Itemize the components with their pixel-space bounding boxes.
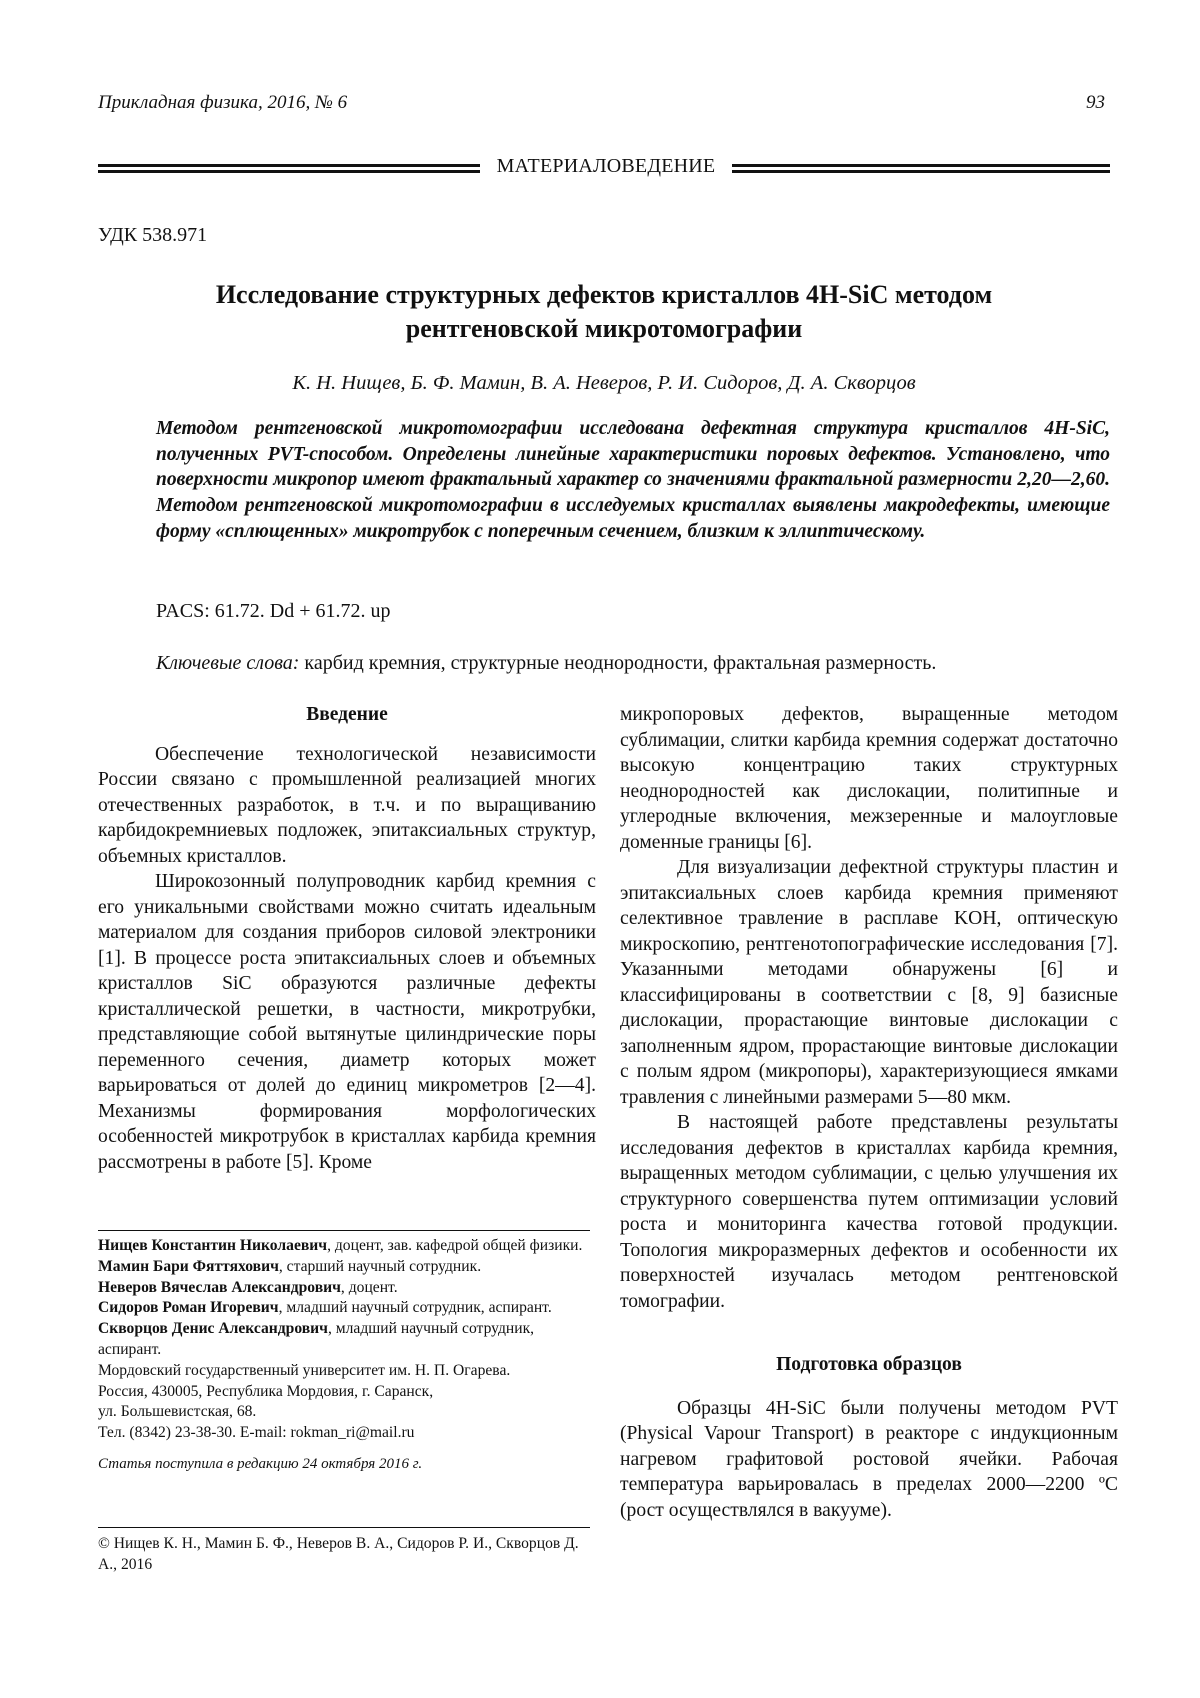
footnote-author-name: Сидоров Роман Игоревич bbox=[98, 1299, 279, 1317]
affiliation-line: Мордовский государственный университет им. Н. П. Огарева. bbox=[98, 1361, 511, 1379]
footnote-author bbox=[98, 1236, 590, 1257]
article-title bbox=[98, 278, 1110, 346]
section-heading-intro: Введение bbox=[306, 704, 388, 725]
paragraph: Для визуализации дефектной структуры пластин и эпитаксиальных слоев карбида кремния применяют селективное травление в расплаве KOH, оптическую микроскопию, рентгенотопографические исследования [7]. Указанными методами обнаружены [6] и классифицированы в соответствии с [8, 9] базисные дислокации, прорастающие винтовые дислокации с заполненным ядром, прорастающие винтовые дислокации с полым ядром (микропоры), характеризующиеся ямками травления с линейными размерами 5—80 мкм. bbox=[620, 857, 1118, 1108]
journal-running-head: Прикладная физика, 2016, № 6 bbox=[98, 92, 348, 113]
keywords bbox=[156, 652, 1110, 675]
article-title-line-2: рентгеновской микротомографии bbox=[405, 314, 803, 343]
footnote-rule bbox=[98, 1230, 590, 1231]
pacs-codes: PACS: 61.72. Dd + 61.72. up bbox=[156, 600, 391, 622]
abstract: Методом рентгеновской микротомографии исследована дефектная структура кристаллов 4H-SiC, полученных PVT-способом. Определены линейные характеристики поровых дефектов. Установлено, что поверхности микропор имеют фрактальный характер со значениями фрактальной размерности 2,20—2,60. Методом рентгеновской микротомографии в исследуемых кристаллах выявлены макродефекты, имеющие форму «сплющенных» микротрубок с поперечным сечением, близким к эллиптическому. bbox=[156, 418, 1110, 542]
author-list: К. Н. Нищев, Б. Ф. Мамин, В. А. Неверов, Р. И. Сидоров, Д. А. Скворцов bbox=[292, 372, 916, 394]
affiliation-line: Тел. (8342) 23-38-30. E-mail: rokman_ri@mail.ru bbox=[98, 1424, 415, 1442]
affiliation-line: ул. Большевистская, 68. bbox=[98, 1403, 257, 1421]
footnote-author-position: , старший научный сотрудник. bbox=[278, 1257, 482, 1275]
udk-code: УДК 538.971 bbox=[98, 224, 208, 246]
footnote-author-position: , младший научный сотрудник, аспирант. bbox=[98, 1320, 535, 1358]
article-title-line-1: Исследование структурных дефектов кристаллов 4H-SiC методом bbox=[215, 280, 993, 309]
footnote-author bbox=[98, 1257, 590, 1278]
page-number: 93 bbox=[1086, 92, 1105, 113]
footnote-author-name: Мамин Бари Фяттяхович bbox=[98, 1257, 279, 1275]
footnote-author bbox=[98, 1319, 590, 1361]
footnote-author-position: , доцент. bbox=[340, 1278, 398, 1296]
copyright-rule bbox=[98, 1527, 590, 1528]
section-heading-samples: Подготовка образцов bbox=[776, 1354, 962, 1375]
paragraph: Широкозонный полупроводник карбид кремния с его уникальными свойствами можно считать идеальным материалом для создания приборов силовой электроники [1]. В процессе роста эпитаксиальных слоев и объемных кристаллов SiC образуются различные дефекты кристаллической решетки, в частности, микротрубки, представляющие собой вытянутые цилиндрические поры переменного сечения, диаметр которых может варьироваться от долей до единиц микрометров [2—4]. Механизмы формирования морфологических особенностей микротрубок в кристаллах карбида кремния рассмотрены в работе [5]. Кроме bbox=[98, 871, 596, 1173]
footnote-author-name: Скворцов Денис Александрович bbox=[98, 1320, 328, 1338]
footnote-author-name: Нищев Константин Николаевич bbox=[98, 1237, 328, 1254]
section-label: МАТЕРИАЛОВЕДЕНИЕ bbox=[496, 155, 716, 177]
footnote-author-name: Неверов Вячеслав Александрович bbox=[98, 1278, 341, 1296]
section-rule-left bbox=[98, 164, 480, 173]
right-column bbox=[620, 702, 1118, 1523]
footnote-author-position: , младший научный сотрудник, аспирант. bbox=[278, 1299, 552, 1317]
received-date: Статья поступила в редакцию 24 октября 2016 г. bbox=[98, 1455, 423, 1472]
paragraph: Обеспечение технологической независимости России связано с промышленной реализацией многих отечественных разработок, в т.ч. и по выращиванию карбидокремниевых подложек, эпитаксиальных структур, объемных кристаллов. bbox=[98, 743, 596, 867]
paragraph: микропоровых дефектов, выращенные методом сублимации, слитки карбида кремния содержат достаточно высокую концентрацию таких структурных неоднородностей как дислокации, политипные и углеродные включения, межзеренные и малоугловые доменные границы [6]. bbox=[620, 704, 1118, 853]
footnote-author-position: , доцент, зав. кафедрой общей физики. bbox=[327, 1237, 583, 1254]
paragraph: Образцы 4H-SiC были получены методом PVT (Physical Vapour Transport) в реакторе с индукционным нагревом графитовой ростовой ячейки. Рабочая температура варьировалась в пределах 2000—2200 ºC (рост осуществлялся в вакууме). bbox=[620, 1397, 1118, 1521]
footnote-author bbox=[98, 1278, 590, 1299]
paragraph: В настоящей работе представлены результаты исследования дефектов в кристаллах карбида кремния, выращенных методом сублимации, с целью улучшения их структурного совершенства путем оптимизации условий роста и мониторинга качества готовой продукции. Топология микроразмерных дефектов и особенности их поверхностей изучалась методом рентгеновской томографии. bbox=[620, 1112, 1118, 1312]
author-footnotes bbox=[98, 1236, 590, 1475]
copyright: © Нищев К. Н., Мамин Б. Ф., Неверов В. А., Сидоров Р. И., Скворцов Д. А., 2016 bbox=[98, 1535, 579, 1573]
section-rule-right bbox=[732, 164, 1110, 173]
keywords-label: Ключевые слова: bbox=[156, 652, 300, 674]
keywords-text: карбид кремния, структурные неоднородности, фрактальная размерность. bbox=[304, 652, 937, 674]
footnote-author bbox=[98, 1298, 590, 1319]
left-column bbox=[98, 702, 596, 1175]
affiliation-line: Россия, 430005, Республика Мордовия, г. Саранск, bbox=[98, 1382, 434, 1400]
